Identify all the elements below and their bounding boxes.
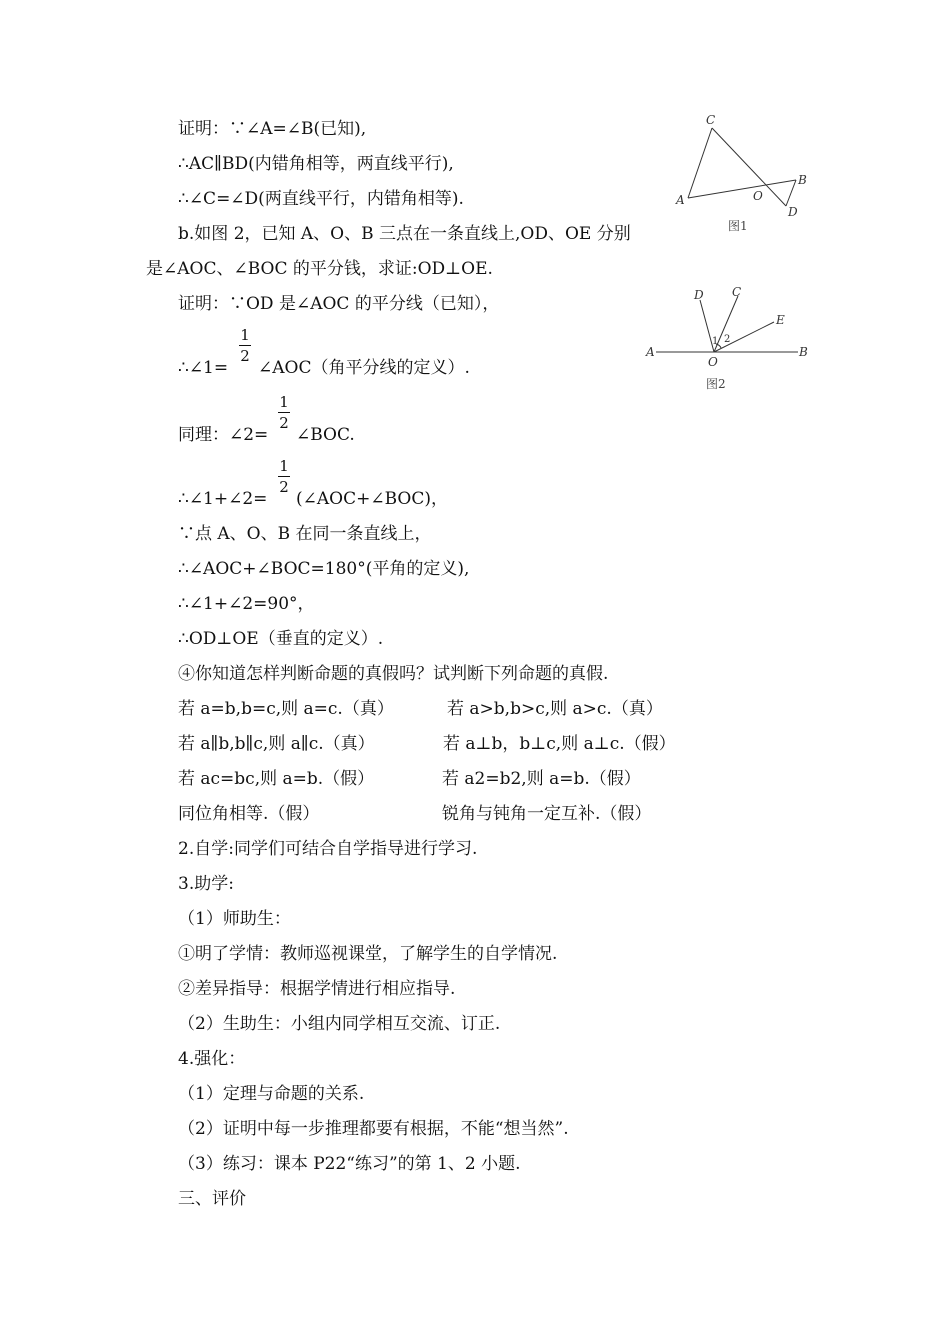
fraction-numerator: 1: [240, 326, 250, 344]
proof1-line3: ∴∠C=∠D(两直线平行，内错角相等).: [178, 189, 464, 209]
label-C: C: [706, 113, 716, 127]
section-3-1: （1）师助生：: [178, 909, 291, 929]
problem-b-line2: 是∠AOC、∠BOC 的平分钱，求证:OD⊥OE.: [146, 259, 493, 279]
fraction-half-3: [277, 458, 291, 495]
fraction-bar: [239, 345, 251, 346]
fraction-half-1: [238, 327, 252, 364]
q4-item: 若 a2=b2,则 a=b.（假）: [442, 769, 641, 789]
label-A: A: [676, 193, 685, 207]
fraction-half-2: [277, 394, 291, 431]
proof2-line4b: (∠AOC+∠BOC)，: [296, 489, 448, 509]
proof2-line8: ∴OD⊥OE（垂直的定义）.: [178, 629, 384, 649]
proof2-line6: ∴∠AOC+∠BOC=180°(平角的定义),: [178, 559, 470, 579]
label-O: O: [708, 355, 718, 369]
section-4-2: （2）证明中每一步推理都要有根据，不能“想当然”.: [178, 1119, 569, 1139]
ray-OE: [714, 322, 774, 352]
label-O: O: [753, 189, 763, 203]
proof1-line1: 证明：∵∠A=∠B(已知),: [178, 119, 367, 139]
proof2-line3a: 同理：∠2=: [178, 425, 269, 445]
fraction-denominator: 2: [240, 347, 250, 365]
section-3: 3.助学:: [178, 874, 234, 894]
section-5: 三、评价: [178, 1189, 246, 1209]
section-4: 4.强化：: [178, 1049, 246, 1069]
figure-2-caption: 图2: [706, 377, 726, 391]
angle-2-label: 2: [724, 334, 731, 345]
proof2-line2a: ∴∠1=: [178, 358, 229, 378]
figure-1: [670, 108, 820, 240]
section-3-1b: ②差异指导：根据学情进行相应指导.: [178, 979, 456, 999]
q4-item: 锐角与钝角一定互补.（假）: [442, 804, 652, 824]
label-B: B: [798, 173, 807, 187]
fraction-bar: [278, 476, 290, 477]
angle-1-label: 1: [712, 336, 719, 347]
fraction-denominator: 2: [279, 414, 289, 432]
proof2-line7: ∴∠1+∠2=90°，: [178, 594, 315, 614]
label-C: C: [732, 285, 742, 299]
q4-item: 若 ac=bc,则 a=b.（假）: [178, 769, 375, 789]
segment-BD: [786, 180, 796, 206]
label-D: D: [694, 288, 704, 302]
figure-2: [642, 282, 814, 394]
label-B: B: [799, 345, 808, 359]
proof2-line1: 证明：∵OD 是∠AOC 的平分线（已知），: [178, 294, 500, 314]
proof2-line2b: ∠AOC（角平分线的定义）.: [258, 358, 470, 378]
q4-item: 若 a⊥b，b⊥c,则 a⊥c.（假）: [443, 734, 676, 754]
label-A: A: [646, 345, 655, 359]
section-4-3: （3）练习：课本 P22“练习”的第 1、2 小题.: [178, 1154, 521, 1174]
q4-item: 若 a=b,b=c,则 a=c.（真）: [178, 699, 394, 719]
segment-AB: [688, 180, 796, 198]
fraction-denominator: 2: [279, 478, 289, 496]
label-E: E: [776, 313, 785, 327]
problem-b-line1: b.如图 2，已知 A、O、B 三点在一条直线上,OD、OE 分别: [178, 224, 631, 244]
segment-AC: [688, 128, 712, 198]
section-4-1: （1）定理与命题的关系.: [178, 1084, 365, 1104]
fraction-numerator: 1: [279, 457, 289, 475]
section-3-1a: ①明了学情：教师巡视课堂，了解学生的自学情况.: [178, 944, 558, 964]
proof2-line4a: ∴∠1+∠2=: [178, 489, 268, 509]
q4-item: 若 a>b,b>c,则 a>c.（真）: [447, 699, 663, 719]
label-D: D: [788, 205, 798, 219]
figure-1-caption: 图1: [728, 219, 748, 233]
proof2-line3b: ∠BOC.: [296, 425, 355, 445]
section-3-2: （2）生助生：小组内同学相互交流、订正.: [178, 1014, 501, 1034]
fraction-numerator: 1: [279, 393, 289, 411]
proof2-line5: ∵点 A、O、B 在同一条直线上，: [178, 524, 432, 544]
section-2: 2.自学:同学们可结合自学指导进行学习.: [178, 839, 478, 859]
proof1-line2: ∴AC∥BD(内错角相等，两直线平行),: [178, 154, 454, 174]
q4-item: 同位角相等.（假）: [178, 804, 320, 824]
segment-CD: [712, 128, 786, 206]
q4-item: 若 a∥b,b∥c,则 a∥c.（真）: [178, 734, 375, 754]
fraction-bar: [278, 412, 290, 413]
q4-title: ④你知道怎样判断命题的真假吗？试判断下列命题的真假.: [178, 664, 609, 684]
